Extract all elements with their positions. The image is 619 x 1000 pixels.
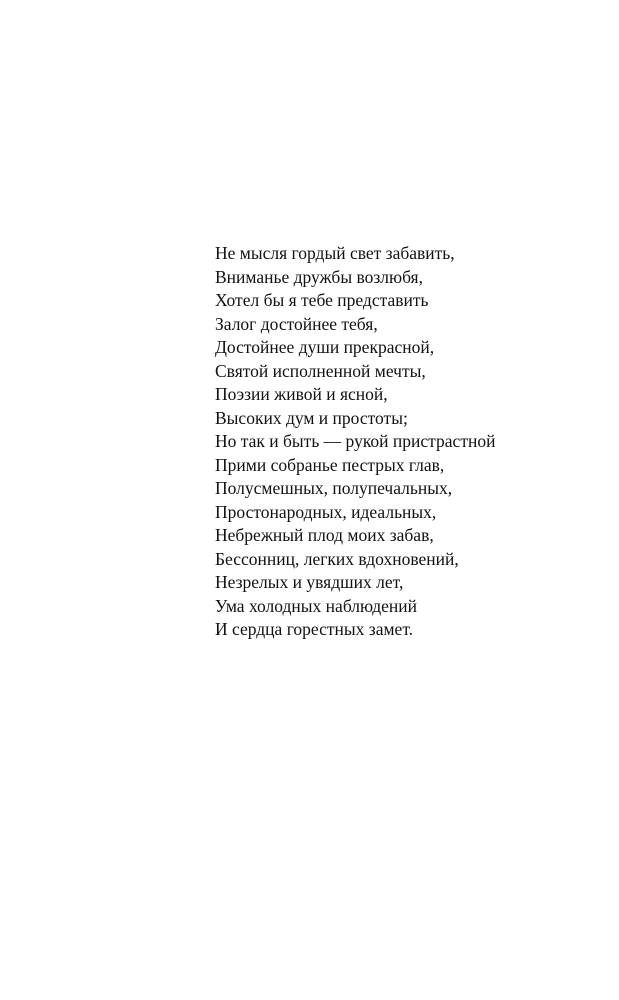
poem-line: Не мысля гордый свет забавить, [215, 243, 455, 263]
poem-line: Залог достойнее тебя, [215, 313, 378, 334]
poem-line: Прими собранье пестрых глав, [215, 454, 445, 475]
poem-line: И сердца горестных замет. [215, 619, 414, 639]
poem-dedication [215, 242, 595, 642]
poem-line: Бессонниц, легких вдохновений, [215, 548, 459, 569]
poem-line: Поэзии живой и ясной, [215, 384, 388, 404]
poem-line: Простонародных, идеальных, [215, 501, 437, 522]
poem-line: Достойнее души прекрасной, [215, 337, 435, 357]
poem-line: Незрелых и увядших лет, [215, 572, 404, 592]
poem-line: Высоких дум и простоты; [215, 407, 408, 428]
poem-line: Небрежный плод моих забав, [215, 525, 434, 545]
poem-line: Полусмешных, полупечальных, [215, 478, 453, 498]
poem-line: Ума холодных наблюдений [215, 595, 417, 616]
poem-line: Хотел бы я тебе представить [215, 290, 429, 310]
poem-line: Вниманье дружбы возлюбя, [215, 266, 423, 287]
poem-line: Но так и быть — рукой пристрастной [215, 431, 496, 451]
poem-line: Святой исполненной мечты, [215, 360, 426, 381]
